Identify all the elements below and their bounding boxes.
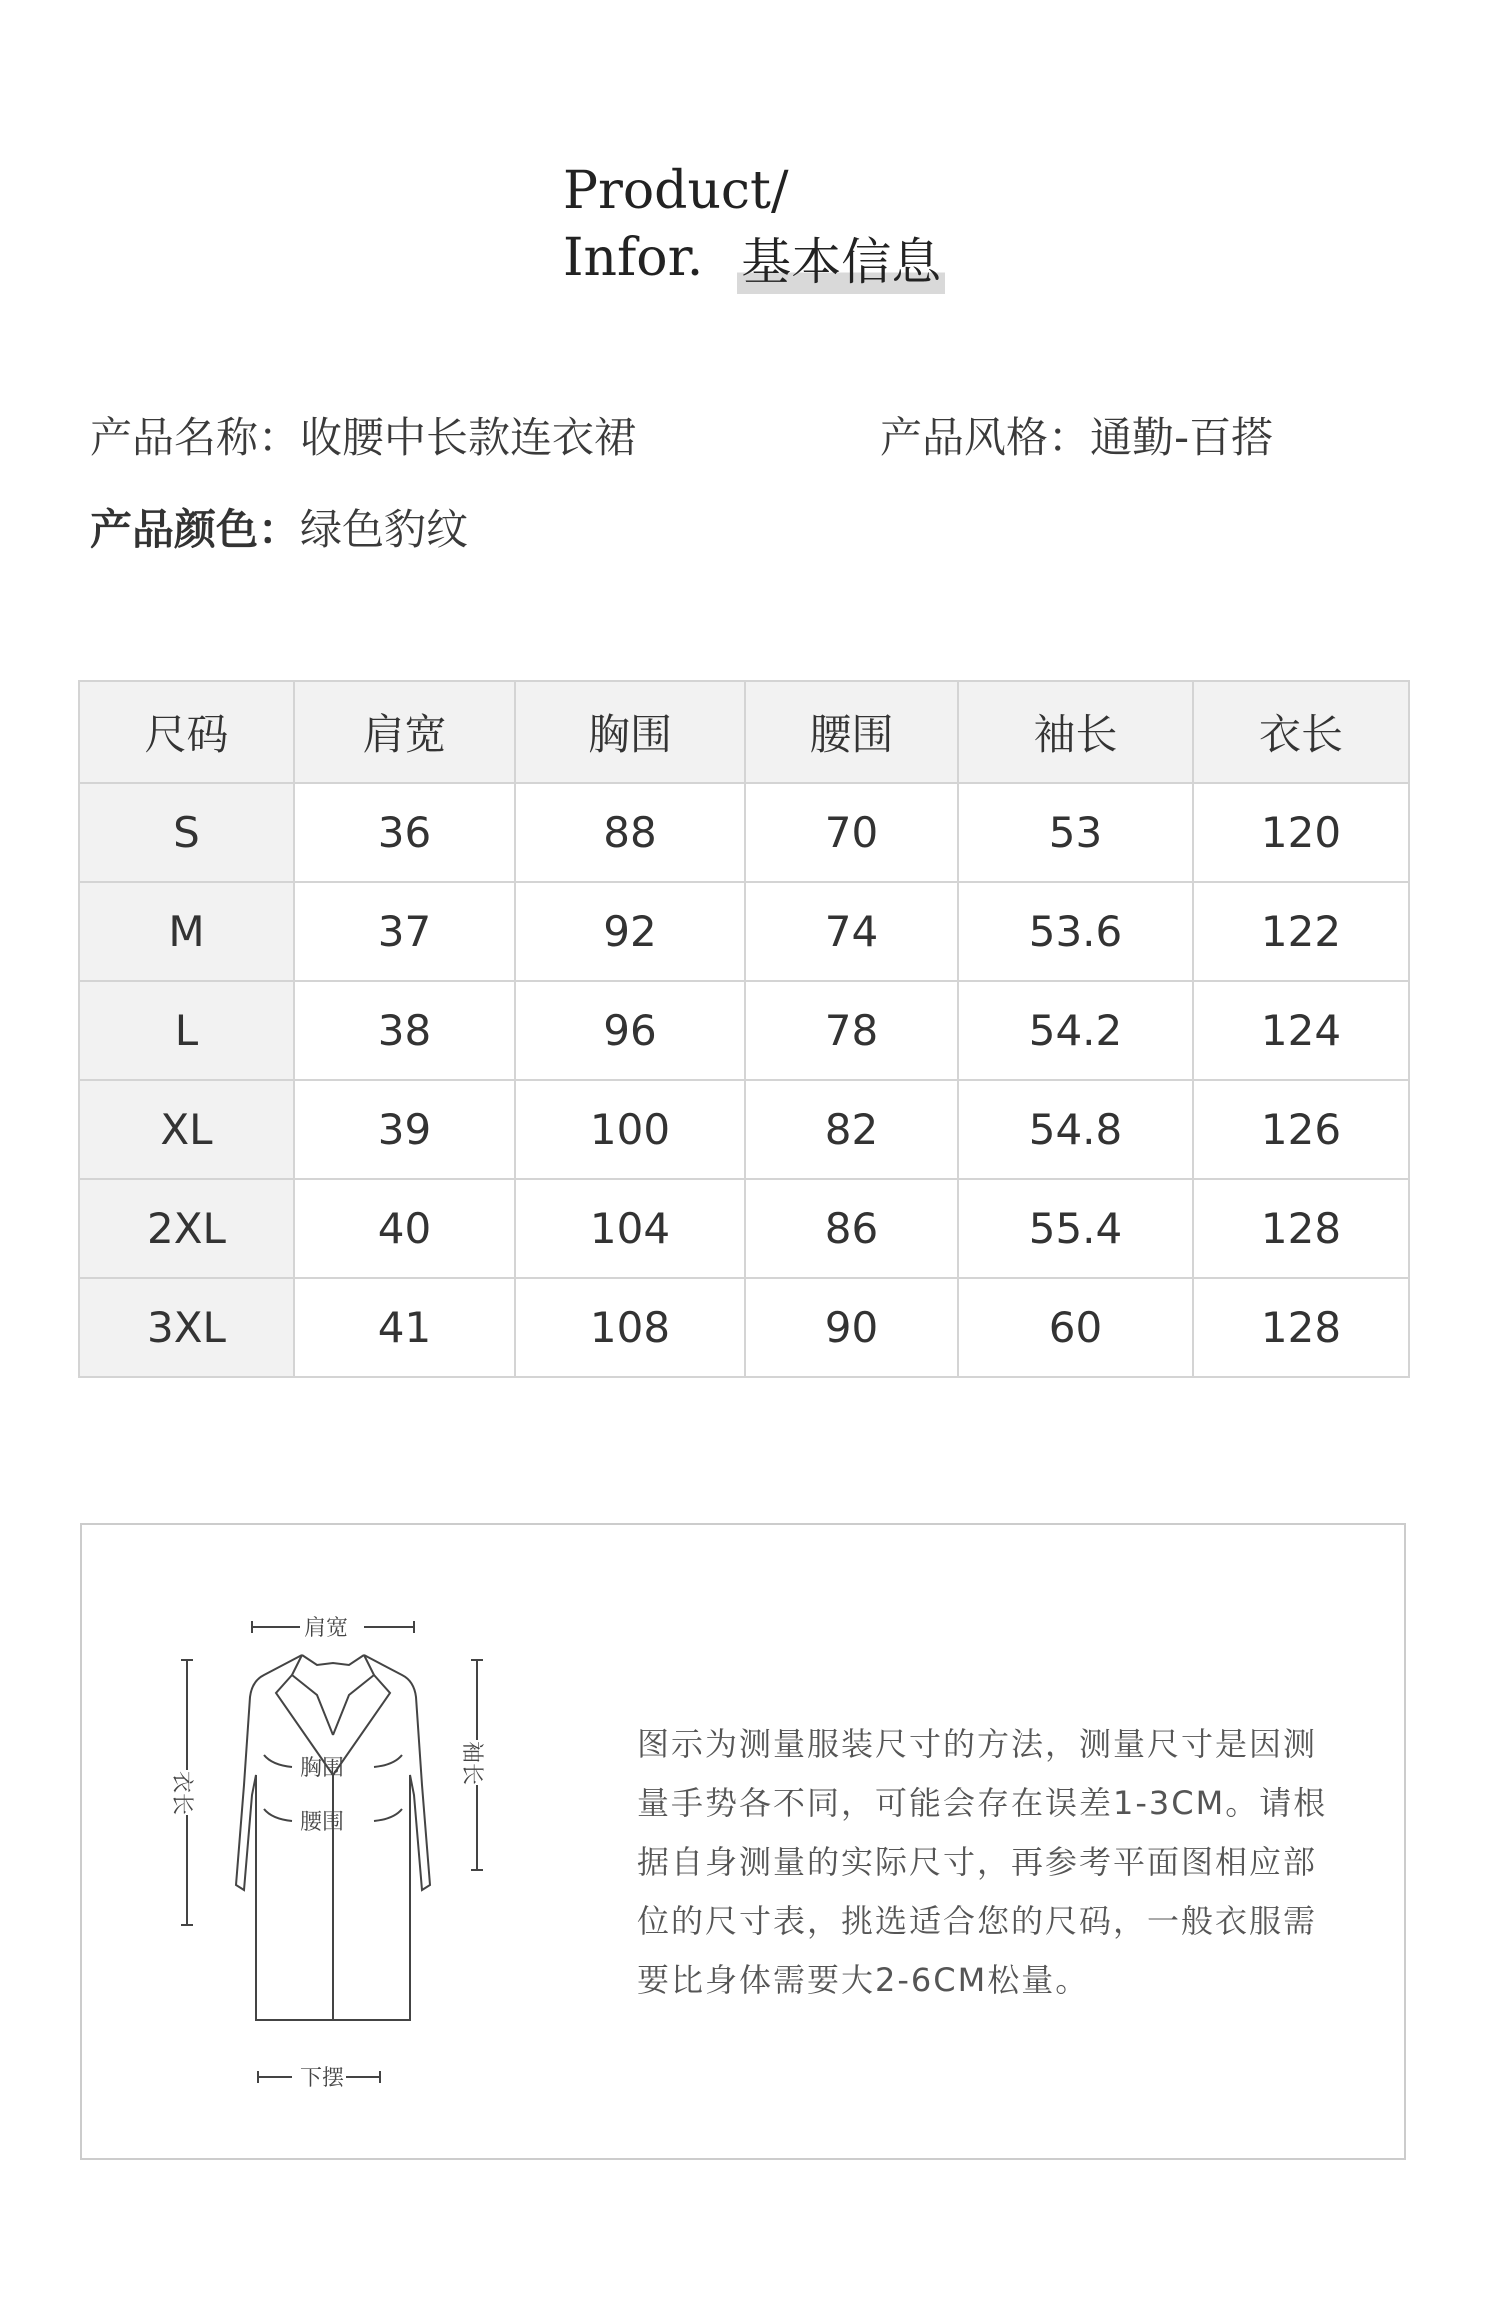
header-chest: 胸围: [515, 681, 745, 783]
cell-size: M: [79, 882, 294, 981]
title-en-line1: Product/: [563, 161, 789, 221]
cell-size: XL: [79, 1080, 294, 1179]
cell-length: 120: [1193, 783, 1409, 882]
label-chest: 胸围: [300, 1756, 345, 1781]
cell-waist: 86: [745, 1179, 958, 1278]
cell-length: 122: [1193, 882, 1409, 981]
cell-sleeve: 55.4: [958, 1179, 1193, 1278]
cell-sleeve: 53.6: [958, 882, 1193, 981]
cell-sleeve: 54.8: [958, 1080, 1193, 1179]
cell-shoulder: 37: [294, 882, 515, 981]
table-row: [79, 783, 1409, 882]
cell-chest: 96: [515, 981, 745, 1080]
title-cn: 基本信息: [737, 222, 945, 294]
cell-size: L: [79, 981, 294, 1080]
product-style: [880, 405, 1273, 465]
cell-waist: 82: [745, 1080, 958, 1179]
cell-size: 3XL: [79, 1278, 294, 1377]
title-en-line2: Infor.: [563, 228, 704, 288]
label-sleeve: 袖长: [459, 1741, 484, 1786]
table-row: [79, 882, 1409, 981]
cell-waist: 74: [745, 882, 958, 981]
label-length: 衣长: [169, 1771, 194, 1816]
cell-size: 2XL: [79, 1179, 294, 1278]
coat-outline-icon: [152, 1615, 542, 2115]
product-color-value: 绿色豹纹: [300, 505, 469, 554]
label-shoulder: 肩宽: [304, 1616, 349, 1641]
table-row: [79, 1080, 1409, 1179]
cell-waist: 70: [745, 783, 958, 882]
product-color: [90, 497, 468, 557]
table-row: [79, 1179, 1409, 1278]
measurement-guide: [80, 1523, 1406, 2160]
header-length: 衣长: [1193, 681, 1409, 783]
cell-size: S: [79, 783, 294, 882]
cell-waist: 78: [745, 981, 958, 1080]
cell-shoulder: 36: [294, 783, 515, 882]
header-shoulder: 肩宽: [294, 681, 515, 783]
cell-shoulder: 39: [294, 1080, 515, 1179]
cell-chest: 92: [515, 882, 745, 981]
cell-sleeve: 60: [958, 1278, 1193, 1377]
product-style-value: 通勤-百搭: [1090, 413, 1274, 462]
header-size: 尺码: [79, 681, 294, 783]
garment-diagram: [152, 1615, 542, 2115]
table-row: [79, 1278, 1409, 1377]
measurement-description: 图示为测量服装尺寸的方法，测量尺寸是因测量手势各不同，可能会存在误差1-3CM。请根据自身测量的实际尺寸，再参考平面图相应部位的尺寸表，挑选适合您的尺码，一般衣服需要比身体需要大2-6CM松量。: [637, 1725, 1328, 1999]
size-table-header-row: [79, 681, 1409, 783]
cell-waist: 90: [745, 1278, 958, 1377]
cell-sleeve: 53: [958, 783, 1193, 882]
section-header: [563, 160, 1263, 294]
product-style-label: 产品风格：: [880, 413, 1091, 462]
product-name-value: 收腰中长款连衣裙: [300, 413, 637, 462]
cell-shoulder: 38: [294, 981, 515, 1080]
cell-chest: 100: [515, 1080, 745, 1179]
product-color-label: 产品颜色：: [90, 505, 301, 554]
cell-length: 124: [1193, 981, 1409, 1080]
cell-length: 128: [1193, 1179, 1409, 1278]
cell-length: 126: [1193, 1080, 1409, 1179]
cell-chest: 88: [515, 783, 745, 882]
table-row: [79, 981, 1409, 1080]
cell-chest: 104: [515, 1179, 745, 1278]
title-line2: [563, 222, 1263, 294]
size-table: [78, 680, 1410, 1378]
header-waist: 腰围: [745, 681, 958, 783]
label-waist: 腰围: [300, 1810, 345, 1835]
label-hem: 下摆: [300, 2066, 345, 2091]
cell-shoulder: 41: [294, 1278, 515, 1377]
product-name: [90, 405, 636, 465]
product-name-label: 产品名称：: [90, 413, 301, 462]
cell-sleeve: 54.2: [958, 981, 1193, 1080]
header-sleeve: 袖长: [958, 681, 1193, 783]
cell-length: 128: [1193, 1278, 1409, 1377]
cell-shoulder: 40: [294, 1179, 515, 1278]
cell-chest: 108: [515, 1278, 745, 1377]
